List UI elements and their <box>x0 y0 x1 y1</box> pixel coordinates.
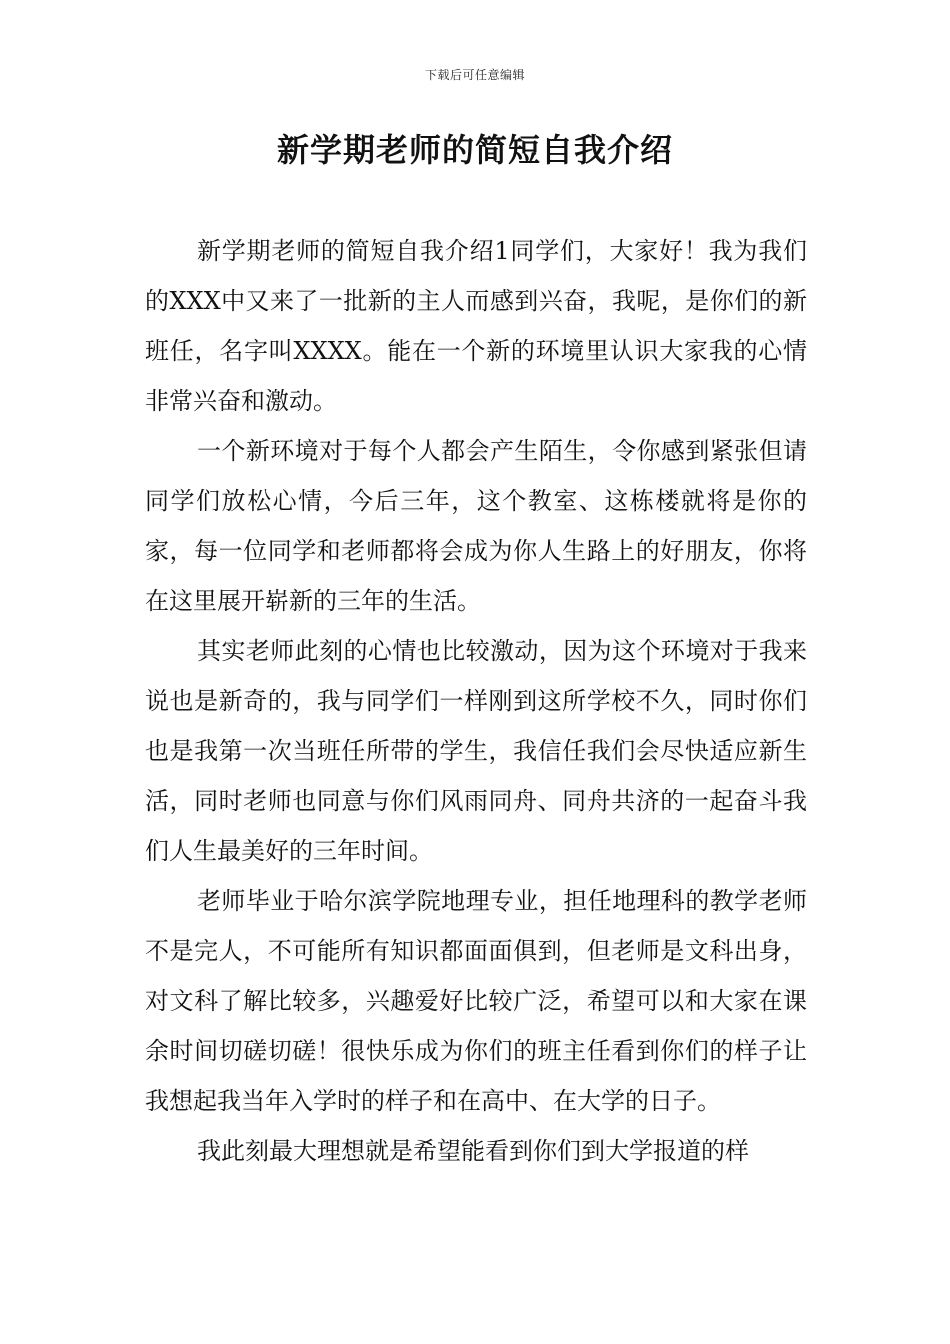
paragraph-1: 新学期老师的简短自我介绍1同学们，大家好！我为我们的XXX中又来了一批新的主人而感到兴奋，我呢，是你们的新班任，名字叫XXXX。能在一个新的环境里认识大家我的心情非常兴奋和激动。 <box>145 237 807 415</box>
paragraph-5: 我此刻最大理想就是希望能看到你们到大学报道的样 <box>197 1137 749 1165</box>
paragraph-3: 其实老师此刻的心情也比较激动，因为这个环境对于我来说也是新奇的，我与同学们一样刚到这所学校不久，同时你们也是我第一次当班任所带的学生，我信任我们会尽快适应新生活，同时老师也同意与你们风雨同舟、同舟共济的一起奋斗我们人生最美好的三年时间。 <box>145 637 807 865</box>
document-body <box>145 226 807 1176</box>
header-note: 下载后可任意编辑 <box>424 68 525 82</box>
paragraph-2: 一个新环境对于每个人都会产生陌生，令你感到紧张但请同学们放松心情，今后三年，这个教室、这栋楼就将是你的家，每一位同学和老师都将会成为你人生路上的好朋友，你将在这里展开崭新的三年的生活。 <box>145 437 807 615</box>
paragraph-4: 老师毕业于哈尔滨学院地理专业，担任地理科的教学老师不是完人，不可能所有知识都面面俱到，但老师是文科出身，对文科了解比较多，兴趣爱好比较广泛，希望可以和大家在课余时间切磋切磋！很快乐成为你们的班主任看到你们的样子让我想起我当年入学时的样子和在高中、在大学的日子。 <box>145 887 807 1115</box>
document-title: 新学期老师的简短自我介绍 <box>276 131 673 169</box>
